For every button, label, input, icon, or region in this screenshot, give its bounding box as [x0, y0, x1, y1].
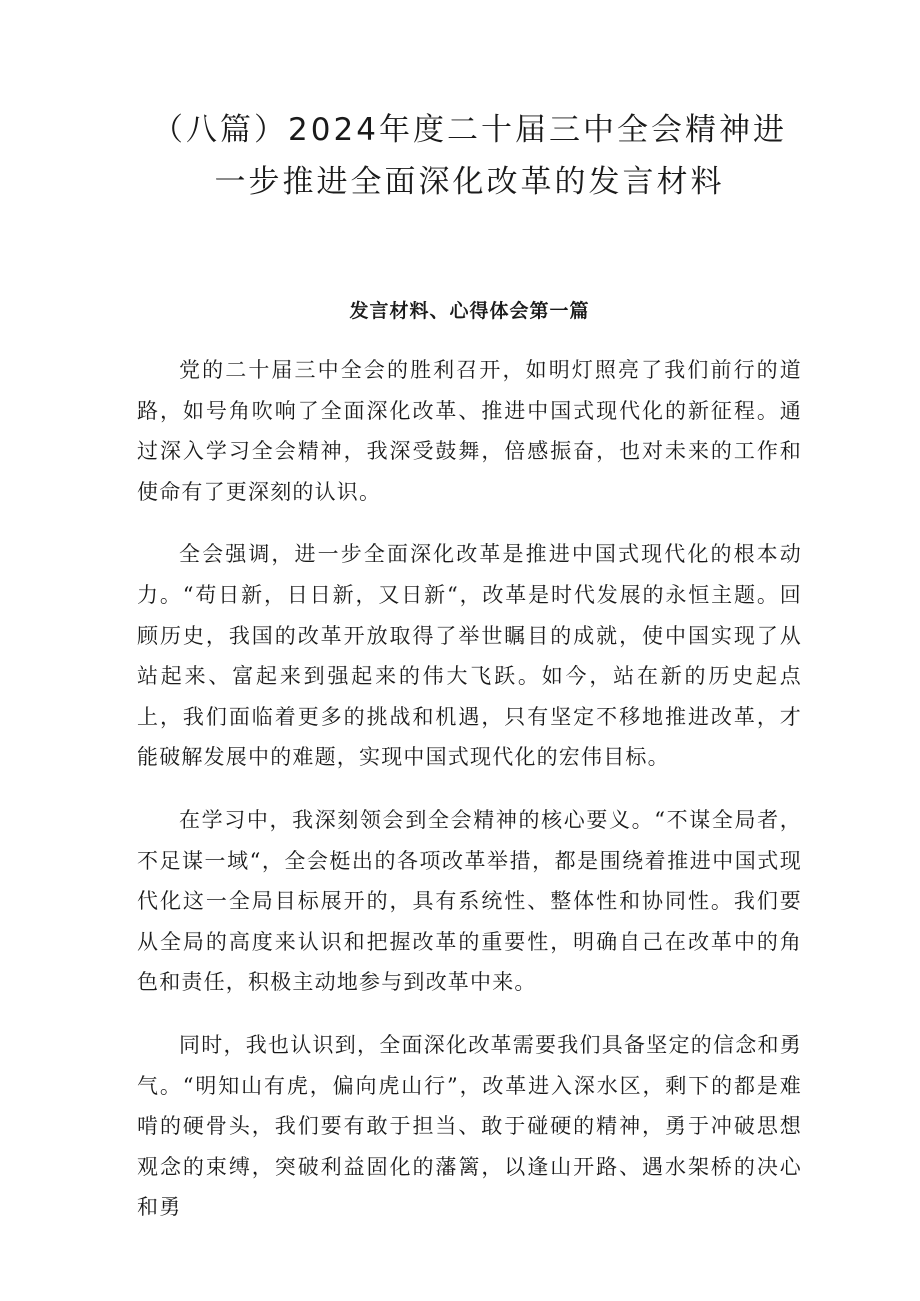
paragraph-3: 在学习中，我深刻领会到全会精神的核心要义。“不谋全局者，不足谋一域“，全会梃出的各项改革举措，都是围绕着推进中国式现代化这一全局目标展开的，具有系统性、整体性和协同性。我们要从全局的高度来认识和把握改革的重要性，明确自己在改革中的角色和责任，积极主动地参与到改革中来。 — [137, 807, 802, 995]
document-title-line-2: 一步推进全面深化改革的发言材料 — [214, 164, 725, 200]
document-body — [137, 350, 802, 1228]
document-title — [137, 104, 802, 208]
paragraph-2: 全会强调，进一步全面深化改革是推进中国式现代化的根本动力。“苟日新，日日新，又日新“，改革是时代发展的永恒主题。回顾历史，我国的改革开放取得了举世瞩目的成就，使中国实现了从站起来、富起来到强起来的伟大飞跃。如今，站在新的历史起点上，我们面临着更多的挑战和机遇，只有坚定不移地推进改革，才能破解发展中的难题，实现中国式现代化的宏伟目标。 — [137, 542, 802, 770]
document-title-line-1: （八篇）2024年度二十届三中全会精神进 — [152, 112, 787, 148]
paragraph-1: 党的二十届三中全会的胜利召开，如明灯照亮了我们前行的道路，如号角吹响了全面深化改革、推进中国式现代化的新征程。通过深入学习全会精神，我深受鼓舞，倍感振奋，也对未来的工作和使命有了更深刻的认识。 — [137, 358, 802, 504]
section-heading: 发言材料、心得体会第一篇 — [349, 300, 590, 322]
paragraph-4: 同时，我也认识到，全面深化改革需要我们具备坚定的信念和勇气。“明知山有虎，偏向虎山行”，改革进入深水区，剩下的都是难啃的硬骨头，我们要有敢于担当、敢于碰硬的精神，勇于冲破思想观念的束缚，突破利益固化的藩篱，以逢山开路、遇水架桥的决心和勇 — [137, 1032, 802, 1220]
